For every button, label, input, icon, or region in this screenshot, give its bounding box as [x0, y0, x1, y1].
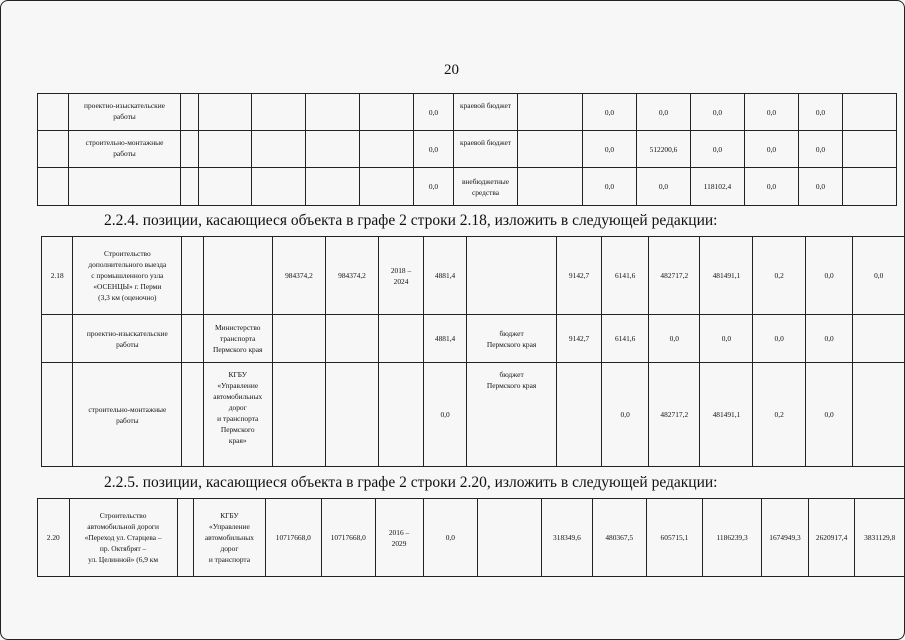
executor: КГБУ «Управление автомобильных дорог и транспорта — [204, 511, 254, 564]
table-row-2-18 — [41, 236, 905, 467]
executor: КГБУ «Управление автомобильных дорог и транспорта Пермского края» — [213, 370, 263, 445]
year-value: 9142,7 — [568, 271, 590, 280]
year-value: 0,0 — [766, 107, 777, 117]
year-value: 0,0 — [766, 182, 777, 191]
year-value: 0,0 — [620, 410, 630, 419]
table-row — [38, 168, 897, 206]
year-value: 0,0 — [712, 144, 723, 154]
table-row-2-20 — [37, 498, 905, 577]
table-row — [42, 237, 905, 315]
year-value: 481491,1 — [712, 271, 741, 280]
work-name: строительно-монтажные работы — [88, 404, 167, 425]
year-value: 2620917,4 — [815, 533, 848, 542]
page-number: 20 — [444, 62, 459, 78]
year-value: 0,0 — [658, 182, 669, 191]
value-cell: 0,0 — [428, 182, 439, 191]
table-row — [38, 131, 897, 168]
funding-source: краевой бюджет — [460, 101, 511, 110]
year-value: 0,0 — [815, 144, 826, 154]
year-value: 0,0 — [721, 334, 732, 343]
year-value: 0,0 — [874, 271, 884, 280]
year-value: 605715,1 — [660, 533, 689, 542]
year-value: 0,0 — [604, 182, 615, 191]
work-name: проектно-изыскательские работы — [84, 101, 165, 121]
value-cell: 4881,4 — [434, 334, 456, 343]
period: 2016 – 2029 — [388, 527, 410, 548]
section-heading-2-2-4: 2.2.4. позиции, касающиеся объекта в графе 2 строки 2.18, изложить в следующей редакции: — [104, 212, 718, 229]
table-row — [38, 94, 897, 131]
section-heading-2-2-5: 2.2.5. позиции, касающиеся объекта в графе 2 строки 2.20, изложить в следующей редакции: — [104, 474, 718, 491]
year-value: 0,0 — [669, 334, 679, 343]
total-cost: 10717668,0 — [330, 533, 366, 542]
object-name: Строительство дополнительного выезда с промышленного узла «ОСЕНЦЫ» г. Перми (3,3 км (оценочно) — [88, 249, 167, 302]
year-value: 9142,7 — [568, 334, 590, 343]
total-cost: 984374,2 — [338, 271, 366, 280]
value-cell: 0,0 — [440, 410, 450, 419]
year-value: 0,0 — [815, 107, 826, 117]
year-value: 0,0 — [824, 410, 834, 419]
period: 2018 – 2024 — [390, 265, 412, 286]
total-cost: 10717668,0 — [275, 533, 311, 542]
year-value: 0,0 — [604, 107, 615, 117]
year-value: 512200,6 — [649, 144, 678, 154]
year-value: 0,0 — [658, 107, 669, 117]
year-value: 0,0 — [815, 182, 826, 191]
value-cell: 0,0 — [428, 144, 439, 154]
funding-source: краевой бюджет — [460, 138, 511, 147]
object-name: Строительство автомобильной дороги «Переход ул. Старцева – пр. Октябрят – ул. Целинной» (6,9 км — [84, 511, 162, 564]
year-value: 118102,4 — [703, 182, 732, 191]
value-cell: 0,0 — [428, 107, 439, 117]
year-value: 0,2 — [774, 271, 784, 280]
row-number: 2.18 — [50, 271, 64, 280]
total-cost: 984374,2 — [285, 271, 313, 280]
work-name: проектно-изыскательские работы — [86, 328, 168, 349]
year-value: 481491,1 — [712, 410, 741, 419]
year-value: 3831129,8 — [864, 533, 896, 542]
row-number: 2.20 — [46, 533, 60, 542]
year-value: 482717,2 — [660, 410, 689, 419]
year-value: 318349,6 — [553, 533, 581, 542]
year-value: 0,0 — [824, 271, 834, 280]
funding-source: бюджет Пермского края — [486, 328, 537, 349]
executor: Министерство транспорта Пермского края — [213, 323, 263, 354]
funding-source: бюджет Пермского края — [486, 370, 537, 390]
table-row — [42, 315, 905, 363]
value-cell: 0,0 — [445, 533, 455, 542]
year-value: 0,0 — [774, 334, 784, 343]
year-value: 0,2 — [774, 410, 784, 419]
year-value: 480367,5 — [605, 533, 634, 542]
year-value: 0,0 — [712, 107, 723, 117]
table-row — [42, 363, 905, 467]
year-value: 1674949,3 — [769, 533, 801, 542]
work-name: строительно-монтажные работы — [85, 138, 164, 158]
year-value: 0,0 — [766, 144, 777, 154]
table-continuation — [37, 93, 897, 206]
year-value: 6141,6 — [615, 334, 636, 343]
year-value: 0,0 — [604, 144, 615, 154]
year-value: 1186239,3 — [716, 533, 748, 542]
year-value: 0,0 — [824, 334, 834, 343]
year-value: 482717,2 — [660, 271, 689, 280]
table-row — [38, 499, 905, 577]
year-value: 6141,6 — [615, 271, 636, 280]
funding-source: внебюджетные средства — [461, 176, 510, 197]
value-cell: 4881,4 — [434, 271, 456, 280]
